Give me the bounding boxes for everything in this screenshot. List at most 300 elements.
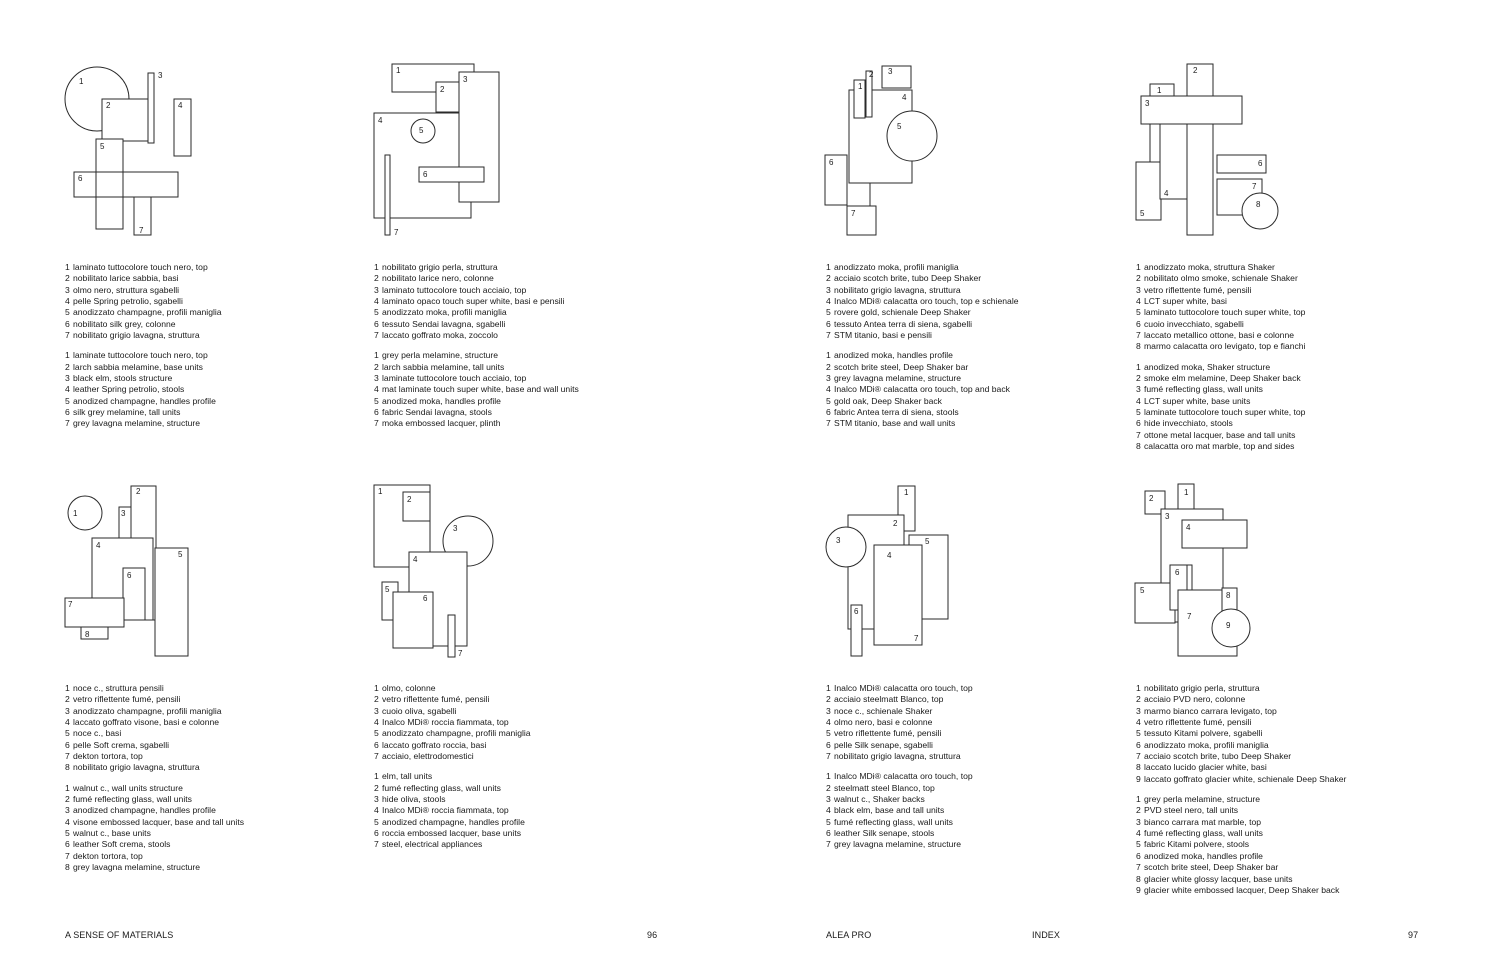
legend-number: 6	[65, 739, 70, 750]
legend-row	[1136, 418, 1305, 429]
legend-row	[374, 396, 579, 407]
legend-row	[65, 407, 222, 418]
legend-number: 1	[374, 683, 379, 693]
legend-text: cuoio oliva, sgabelli	[382, 705, 457, 716]
legend-row	[1136, 805, 1346, 816]
legend-number: 5	[65, 307, 70, 318]
legend-1	[65, 262, 222, 430]
legend-group-english	[826, 350, 1019, 429]
legend-text: dekton tortora, top	[73, 850, 143, 861]
diagram-number-label: 8	[85, 630, 90, 639]
legend-row	[65, 728, 244, 739]
legend-number: 7	[374, 751, 379, 762]
diagram-number-label: 4	[887, 551, 892, 560]
legend-text: noce c., schienale Shaker	[834, 705, 933, 716]
legend-row	[1136, 362, 1305, 373]
legend-text: larch sabbia melamine, base units	[73, 361, 203, 372]
legend-text: vetro riflettente fumé, pensili	[73, 694, 181, 705]
legend-group-english	[826, 771, 973, 850]
legend-number: 3	[65, 373, 70, 384]
legend-text: laminato tuttocolore touch nero, top	[73, 262, 208, 272]
legend-row	[374, 706, 531, 717]
legend-text: olmo nero, struttura sgabelli	[73, 284, 180, 295]
legend-row	[826, 694, 973, 705]
legend-number: 3	[826, 284, 831, 295]
legend-text: steelmatt steel Blanco, top	[834, 782, 935, 793]
legend-row	[1136, 307, 1305, 318]
legend-number: 6	[826, 407, 831, 418]
legend-row	[374, 262, 579, 273]
legend-row	[374, 771, 531, 782]
diagram-number-label: 3	[121, 509, 126, 518]
diagram-number-label: 6	[423, 170, 428, 179]
legend-row	[1136, 751, 1346, 762]
diagram-number-label: 1	[79, 77, 84, 86]
diagram-number-label: 2	[407, 495, 412, 504]
legend-number: 1	[65, 782, 70, 793]
legend-6	[374, 683, 531, 851]
legend-number: 6	[1136, 850, 1141, 861]
legend-row	[65, 262, 222, 273]
legend-number: 1	[826, 350, 831, 361]
legend-text: dekton tortora, top	[73, 751, 143, 762]
legend-text: vetro riflettente fumé, pensili	[1144, 284, 1252, 295]
legend-number: 6	[374, 828, 379, 839]
legend-row	[374, 362, 579, 373]
legend-row	[1136, 441, 1305, 452]
diagram-number-label: 1	[1184, 488, 1189, 497]
legend-text: anodizzato moka, struttura Shaker	[1144, 262, 1275, 272]
legend-number: 6	[65, 407, 70, 418]
legend-group-english	[65, 350, 222, 429]
legend-row	[65, 839, 244, 850]
diagram-number-label: 1	[1157, 86, 1162, 95]
legend-text: grey lavagna melamine, structure	[834, 373, 962, 384]
legend-row	[65, 285, 222, 296]
diagram-number-label: 4	[1186, 523, 1191, 532]
legend-row	[374, 828, 531, 839]
legend-group-italian	[826, 683, 973, 762]
diagram-number-label: 2	[869, 70, 874, 79]
legend-text: fumé reflecting glass, wall units	[382, 782, 501, 793]
legend-text: anodized champagne, handles profile	[73, 805, 216, 816]
diagram-number-label: 8	[1226, 591, 1231, 600]
legend-number: 3	[374, 373, 379, 384]
legend-row	[65, 862, 244, 873]
legend-number: 1	[1136, 794, 1141, 805]
diagram-number-label: 3	[453, 524, 458, 533]
legend-row	[374, 717, 531, 728]
legend-number: 4	[374, 384, 379, 395]
legend-number: 9	[1136, 884, 1141, 895]
diagram-number-label: 2	[136, 487, 141, 496]
legend-number: 5	[826, 816, 831, 827]
legend-text: pelle Spring petrolio, sgabelli	[73, 296, 183, 307]
legend-text: cuoio invecchiato, sgabelli	[1144, 318, 1244, 329]
diagram-number-label: 3	[888, 67, 893, 76]
legend-text: black elm, stools structure	[73, 373, 173, 384]
legend-text: marmo bianco carrara levigato, top	[1144, 705, 1277, 716]
legend-text: laccato goffrato roccia, basi	[382, 739, 487, 750]
diagram-number-label: 5	[385, 585, 390, 594]
legend-text: leather Spring petrolio, stools	[73, 384, 185, 395]
legend-text: larch sabbia melamine, tall units	[382, 361, 505, 372]
legend-text: hide invecchiato, stools	[1144, 418, 1233, 429]
legend-text: laminato opaco touch super white, basi e pensili	[382, 296, 565, 307]
diagram-number-label: 3	[158, 71, 163, 80]
legend-number: 5	[65, 395, 70, 406]
legend-number: 6	[1136, 739, 1141, 750]
legend-text: laminato tuttocolore touch acciaio, top	[382, 284, 527, 295]
diagram-shape	[1212, 609, 1250, 647]
diagram-number-label: 6	[1175, 568, 1180, 577]
legend-number: 7	[1136, 429, 1141, 440]
legend-text: moka embossed lacquer, plinth	[382, 418, 501, 429]
legend-group-english	[374, 771, 531, 850]
legend-number: 4	[374, 296, 379, 307]
legend-text: steel, electrical appliances	[382, 839, 483, 850]
legend-row	[65, 373, 222, 384]
legend-number: 6	[374, 739, 379, 750]
legend-text: anodized moka, handles profile	[382, 395, 501, 406]
legend-number: 8	[1136, 341, 1141, 352]
legend-number: 6	[1136, 318, 1141, 329]
legend-number: 1	[374, 350, 379, 361]
diagram-number-label: 7	[68, 600, 73, 609]
legend-number: 1	[1136, 683, 1141, 693]
diagram-number-label: 5	[897, 122, 902, 131]
legend-number: 8	[65, 862, 70, 873]
legend-8	[1136, 683, 1346, 896]
legend-number: 3	[826, 373, 831, 384]
legend-row	[374, 407, 579, 418]
legend-number: 1	[374, 262, 379, 272]
legend-text: marmo calacatta oro levigato, top e fianchi	[1144, 341, 1306, 352]
legend-text: laccato metallico ottone, basi e colonne	[1144, 330, 1295, 341]
legend-text: Inalco MDi® calacatta oro touch, top e schienale	[834, 296, 1019, 307]
legend-row	[374, 373, 579, 384]
legend-number: 5	[1136, 839, 1141, 850]
legend-row	[826, 296, 1019, 307]
legend-row	[826, 794, 973, 805]
legend-group-english	[1136, 794, 1346, 896]
legend-row	[826, 418, 1019, 429]
legend-number: 3	[374, 705, 379, 716]
legend-text: black elm, base and tall units	[834, 805, 945, 816]
diagram-number-label: 6	[78, 174, 83, 183]
legend-number: 5	[826, 728, 831, 739]
legend-text: silk grey melamine, tall units	[73, 407, 181, 418]
legend-row	[374, 751, 531, 762]
legend-row	[826, 751, 973, 762]
legend-text: olmo, colonne	[382, 683, 436, 693]
legend-group-italian	[374, 262, 579, 341]
legend-text: fabric Sendai lavagna, stools	[382, 407, 492, 418]
legend-row	[1136, 262, 1305, 273]
legend-row	[1136, 396, 1305, 407]
legend-row	[65, 384, 222, 395]
legend-text: nobilitato silk grey, colonne	[73, 318, 176, 329]
legend-number: 4	[1136, 828, 1141, 839]
legend-row	[65, 296, 222, 307]
legend-text: roccia embossed lacquer, base units	[382, 828, 522, 839]
diagram-number-label: 4	[902, 93, 907, 102]
legend-row	[374, 307, 579, 318]
legend-row	[374, 330, 579, 341]
legend-text: acciaio scotch brite, tubo Deep Shaker	[834, 273, 982, 284]
diagram-number-label: 4	[96, 541, 101, 550]
legend-text: acciaio PVD nero, colonne	[1144, 694, 1246, 705]
legend-text: nobilitato olmo smoke, schienale Shaker	[1144, 273, 1298, 284]
legend-row	[826, 706, 973, 717]
legend-text: STM titanio, basi e pensili	[834, 330, 932, 341]
legend-row	[374, 694, 531, 705]
diagram-number-label: 2	[1149, 494, 1154, 503]
legend-number: 7	[826, 839, 831, 850]
legend-text: laccato goffrato moka, zoccolo	[382, 330, 498, 341]
legend-row	[374, 418, 579, 429]
legend-text: calacatta oro mat marble, top and sides	[1144, 441, 1295, 452]
legend-row	[374, 296, 579, 307]
legend-row	[65, 762, 244, 773]
diagram-number-label: 3	[836, 536, 841, 545]
legend-number: 5	[1136, 307, 1141, 318]
legend-row	[1136, 430, 1305, 441]
legend-row	[826, 805, 973, 816]
legend-row	[826, 350, 1019, 361]
legend-text: anodizzato moka, profili maniglia	[1144, 739, 1269, 750]
legend-row	[374, 740, 531, 751]
legend-row	[65, 740, 244, 751]
legend-text: LCT super white, base units	[1144, 395, 1251, 406]
legend-number: 7	[374, 330, 379, 341]
legend-text: LCT super white, basi	[1144, 296, 1227, 307]
legend-number: 5	[826, 395, 831, 406]
legend-text: nobilitato grigio lavagna, struttura	[834, 751, 961, 762]
legend-row	[1136, 885, 1346, 896]
legend-text: bianco carrara mat marble, top	[1144, 816, 1262, 827]
legend-text: scotch brite steel, Deep Shaker bar	[834, 361, 969, 372]
legend-row	[1136, 762, 1346, 773]
legend-number: 6	[826, 828, 831, 839]
legend-row	[65, 717, 244, 728]
diagram-number-label: 7	[458, 649, 463, 658]
legend-row	[65, 817, 244, 828]
legend-row	[826, 407, 1019, 418]
diagram-number-label: 6	[829, 158, 834, 167]
legend-group-english	[1136, 362, 1305, 453]
legend-row	[826, 839, 973, 850]
legend-text: nobilitato larice nero, colonne	[382, 273, 494, 284]
legend-text: anodized champagne, handles profile	[73, 395, 216, 406]
diagram-shape	[1182, 520, 1247, 548]
legend-number: 1	[1136, 262, 1141, 272]
legend-text: ottone metal lacquer, base and tall units	[1144, 429, 1296, 440]
legend-text: STM titanio, base and wall units	[834, 418, 956, 429]
legend-number: 1	[65, 350, 70, 361]
legend-number: 5	[374, 728, 379, 739]
legend-number: 6	[374, 318, 379, 329]
legend-row	[1136, 828, 1346, 839]
legend-number: 2	[1136, 694, 1141, 705]
legend-number: 7	[374, 839, 379, 850]
legend-number: 8	[1136, 873, 1141, 884]
legend-text: acciaio steelmatt Blanco, top	[834, 694, 944, 705]
diagram-number-label: 7	[139, 226, 144, 235]
legend-text: vetro riflettente fumé, pensili	[1144, 717, 1252, 728]
legend-number: 8	[1136, 762, 1141, 773]
legend-number: 5	[1136, 407, 1141, 418]
legend-row	[65, 751, 244, 762]
legend-text: laminate tuttocolore touch super white, top	[1144, 407, 1306, 418]
legend-number: 7	[1136, 330, 1141, 341]
legend-text: Inalco MDi® roccia fiammata, top	[382, 805, 509, 816]
legend-number: 4	[826, 296, 831, 307]
diagram-number-label: 5	[925, 537, 930, 546]
legend-text: pelle Silk senape, sgabelli	[834, 739, 933, 750]
diagram-number-label: 8	[1256, 200, 1261, 209]
legend-row	[1136, 728, 1346, 739]
legend-number: 2	[374, 694, 379, 705]
legend-text: pelle Soft crema, sgabelli	[73, 739, 170, 750]
legend-text: Inalco MDi® calacatta oro touch, top	[834, 771, 973, 782]
diagram-number-label: 3	[1145, 99, 1150, 108]
legend-number: 2	[374, 361, 379, 372]
legend-row	[65, 783, 244, 794]
legend-row	[65, 319, 222, 330]
legend-number: 3	[1136, 384, 1141, 395]
legend-row	[1136, 373, 1305, 384]
legend-text: anodizzato champagne, profili maniglia	[73, 705, 222, 716]
legend-text: smoke elm melamine, Deep Shaker back	[1144, 373, 1301, 384]
legend-row	[826, 362, 1019, 373]
legend-row	[1136, 384, 1305, 395]
legend-text: Inalco MDi® calacatta oro touch, top	[834, 683, 973, 693]
legend-number: 2	[826, 273, 831, 284]
legend-text: nobilitato grigio perla, struttura	[382, 262, 498, 272]
legend-row	[1136, 817, 1346, 828]
legend-row	[374, 817, 531, 828]
legend-number: 1	[826, 683, 831, 693]
legend-text: tessuto Sendai lavagna, sgabelli	[382, 318, 506, 329]
legend-row	[374, 794, 531, 805]
legend-number: 4	[65, 296, 70, 307]
legend-row	[1136, 319, 1305, 330]
legend-row	[826, 319, 1019, 330]
legend-row	[65, 828, 244, 839]
legend-number: 4	[65, 384, 70, 395]
legend-text: nobilitato grigio perla, struttura	[1144, 683, 1260, 693]
legend-number: 5	[65, 728, 70, 739]
legend-text: anodized champagne, handles profile	[382, 816, 525, 827]
legend-row	[374, 384, 579, 395]
legend-row	[374, 783, 531, 794]
legend-text: scotch brite steel, Deep Shaker bar	[1144, 862, 1279, 873]
legend-number: 2	[826, 782, 831, 793]
legend-text: anodized moka, handles profile	[1144, 850, 1263, 861]
legend-row	[826, 384, 1019, 395]
legend-text: anodized moka, handles profile	[834, 350, 953, 361]
legend-number: 7	[826, 418, 831, 429]
legend-row	[1136, 794, 1346, 805]
legend-number: 7	[826, 330, 831, 341]
legend-text: acciaio scotch brite, tubo Deep Shaker	[1144, 751, 1292, 762]
legend-row	[826, 273, 1019, 284]
legend-row	[1136, 862, 1346, 873]
legend-text: noce c., struttura pensili	[73, 683, 164, 693]
legend-number: 2	[374, 273, 379, 284]
legend-number: 4	[826, 717, 831, 728]
legend-number: 4	[826, 805, 831, 816]
legend-number: 3	[1136, 816, 1141, 827]
diagram-number-label: 7	[394, 228, 399, 237]
legend-row	[65, 706, 244, 717]
legend-text: grey lavagna melamine, structure	[834, 839, 962, 850]
legend-number: 2	[1136, 805, 1141, 816]
diagram-number-label: 7	[1187, 612, 1192, 621]
legend-number: 7	[374, 418, 379, 429]
legend-number: 4	[1136, 296, 1141, 307]
legend-number: 5	[374, 816, 379, 827]
legend-group-italian	[1136, 683, 1346, 785]
legend-text: laccato goffrato visone, basi e colonne	[73, 717, 220, 728]
legend-row	[826, 262, 1019, 273]
legend-row	[65, 694, 244, 705]
legend-number: 2	[65, 273, 70, 284]
legend-text: laminate tuttocolore touch nero, top	[73, 350, 208, 361]
legend-row	[1136, 285, 1305, 296]
legend-number: 1	[65, 262, 70, 272]
legend-text: acciaio, elettrodomestici	[382, 751, 474, 762]
legend-3	[826, 262, 1019, 430]
legend-4	[1136, 262, 1305, 453]
diagram-number-label: 7	[914, 634, 919, 643]
legend-number: 1	[1136, 361, 1141, 372]
legend-row	[65, 350, 222, 361]
legend-group-english	[65, 783, 244, 874]
legend-text: anodizzato moka, profili maniglia	[382, 307, 507, 318]
legend-row	[826, 728, 973, 739]
legend-number: 6	[826, 318, 831, 329]
legend-number: 3	[1136, 284, 1141, 295]
legend-text: fumé reflecting glass, wall units	[73, 794, 192, 805]
legend-text: laminato tuttocolore touch super white, top	[1144, 307, 1306, 318]
legend-number: 7	[826, 751, 831, 762]
legend-number: 7	[1136, 751, 1141, 762]
legend-row	[1136, 694, 1346, 705]
legend-row	[374, 839, 531, 850]
legend-text: nobilitato grigio lavagna, struttura	[834, 284, 961, 295]
legend-row	[826, 828, 973, 839]
diagram-number-label: 1	[73, 509, 78, 518]
footer-left-page-number: 96	[647, 930, 658, 940]
diagram-number-label: 1	[396, 66, 401, 75]
legend-text: visone embossed lacquer, base and tall units	[73, 816, 245, 827]
legend-number: 4	[65, 816, 70, 827]
diagram-number-label: 2	[440, 85, 445, 94]
legend-text: grey perla melamine, structure	[382, 350, 499, 361]
diagram-number-label: 4	[1164, 189, 1169, 198]
legend-row	[65, 683, 244, 694]
legend-7	[826, 683, 973, 851]
legend-group-italian	[826, 262, 1019, 341]
legend-group-italian	[65, 683, 244, 774]
legend-number: 7	[1136, 862, 1141, 873]
footer-left-title: A SENSE OF MATERIALS	[65, 930, 174, 940]
legend-text: tessuto Kitami polvere, sgabelli	[1144, 728, 1263, 739]
legend-group-italian	[65, 262, 222, 341]
diagram-number-label: 3	[1165, 512, 1170, 521]
